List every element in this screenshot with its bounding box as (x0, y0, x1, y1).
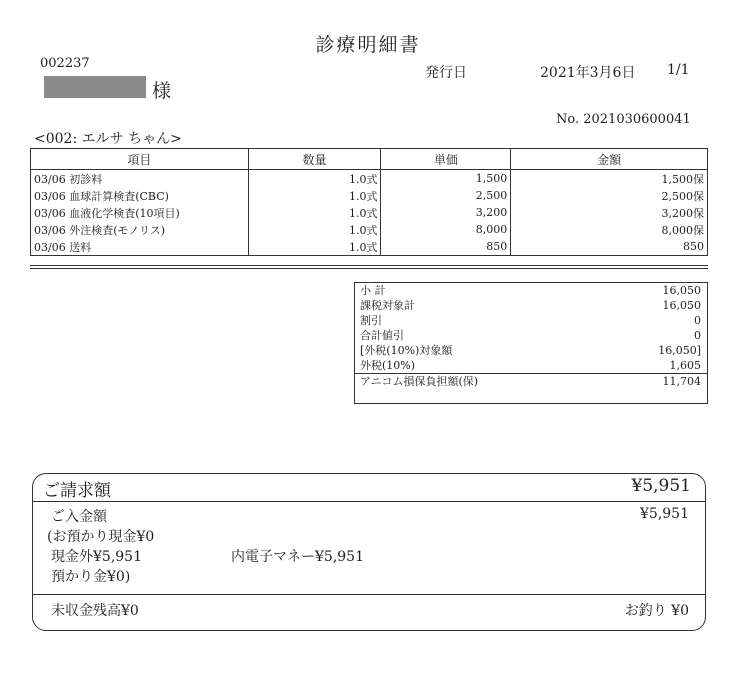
item-amount: 3,200保 (511, 204, 708, 221)
item-unit-price: 850 (381, 238, 511, 256)
change-amount: お釣り ¥0 (624, 603, 689, 619)
item-name: 03/06 初診料 (31, 170, 249, 188)
items-table (30, 148, 708, 256)
summary-box (354, 282, 708, 404)
document-number: 002237 (40, 56, 90, 71)
header-unit-price: 単価 (381, 149, 511, 170)
item-quantity: 1.0式 (248, 221, 381, 238)
item-amount: 1,500保 (511, 170, 708, 188)
item-quantity: 1.0式 (248, 170, 381, 188)
deposit-line: (お預かり現金¥0 (47, 529, 155, 545)
summary-row (355, 298, 707, 313)
summary-row (355, 313, 707, 328)
item-unit-price: 3,200 (381, 204, 511, 221)
summary-value: 16,050 (662, 299, 701, 312)
header-quantity: 数量 (248, 149, 381, 170)
summary-value: 16,050 (662, 284, 701, 297)
table-header-row (31, 149, 708, 170)
billing-box (32, 473, 706, 631)
summary-value: 16,050] (658, 344, 701, 357)
received-label: ご入金額 (51, 509, 107, 525)
header-amount: 金額 (511, 149, 708, 170)
e-money-line: 内電子マネー¥5,951 (231, 549, 364, 565)
item-unit-price: 8,000 (381, 221, 511, 238)
issue-date: 2021年3月6日 (540, 65, 636, 81)
item-amount: 8,000保 (511, 221, 708, 238)
page-number: 1/1 (667, 62, 690, 78)
item-name: 03/06 送料 (31, 238, 249, 256)
summary-value: 0 (694, 329, 701, 342)
item-amount: 850 (511, 238, 708, 256)
item-name: 03/06 血球計算検査(CBC) (31, 187, 249, 204)
billing-amount: ¥5,951 (631, 476, 691, 496)
summary-label: アニコム損保負担額(保) (360, 375, 479, 388)
summary-row (355, 343, 707, 358)
item-quantity: 1.0式 (248, 238, 381, 256)
summary-label: 割引 (360, 314, 382, 327)
received-amount: ¥5,951 (640, 506, 689, 522)
item-name: 03/06 外注検査(モノリス) (31, 221, 249, 238)
summary-row (355, 328, 707, 343)
double-rule (30, 265, 708, 269)
table-row (31, 170, 708, 188)
summary-label: [外税(10%)対象額 (360, 344, 453, 357)
item-quantity: 1.0式 (248, 187, 381, 204)
summary-value: 11,704 (662, 375, 701, 388)
issue-date-label: 発行日 (425, 65, 467, 81)
billing-header (33, 474, 705, 502)
non-cash-line: 現金外¥5,951 (51, 549, 142, 565)
unpaid-balance: 未収金残高¥0 (51, 603, 139, 619)
summary-row (355, 283, 707, 298)
summary-row (355, 358, 707, 373)
receipt-number: No. 2021030600041 (556, 112, 691, 127)
summary-label: 合計値引 (360, 329, 404, 342)
billing-divider (33, 594, 705, 596)
item-unit-price: 2,500 (381, 187, 511, 204)
honorific: 様 (152, 80, 172, 102)
summary-label: 小 計 (360, 284, 386, 297)
table-row (31, 221, 708, 238)
item-name: 03/06 血液化学検査(10項目) (31, 204, 249, 221)
item-quantity: 1.0式 (248, 204, 381, 221)
summary-value: 0 (694, 314, 701, 327)
patient-name: <002: エルサ ちゃん> (34, 131, 182, 147)
summary-label: 外税(10%) (360, 359, 416, 372)
header-item: 項目 (31, 149, 249, 170)
item-amount: 2,500保 (511, 187, 708, 204)
summary-value: 1,605 (669, 359, 701, 372)
table-row (31, 238, 708, 256)
summary-label: 課税対象計 (360, 299, 415, 312)
table-row (31, 204, 708, 221)
change-deposit-line: 預かり金¥0) (51, 569, 131, 585)
redacted-name (44, 76, 146, 98)
item-unit-price: 1,500 (381, 170, 511, 188)
summary-row (355, 373, 707, 389)
document-title: 診療明細書 (315, 34, 421, 56)
billing-title: ご請求額 (43, 481, 111, 501)
table-row (31, 187, 708, 204)
